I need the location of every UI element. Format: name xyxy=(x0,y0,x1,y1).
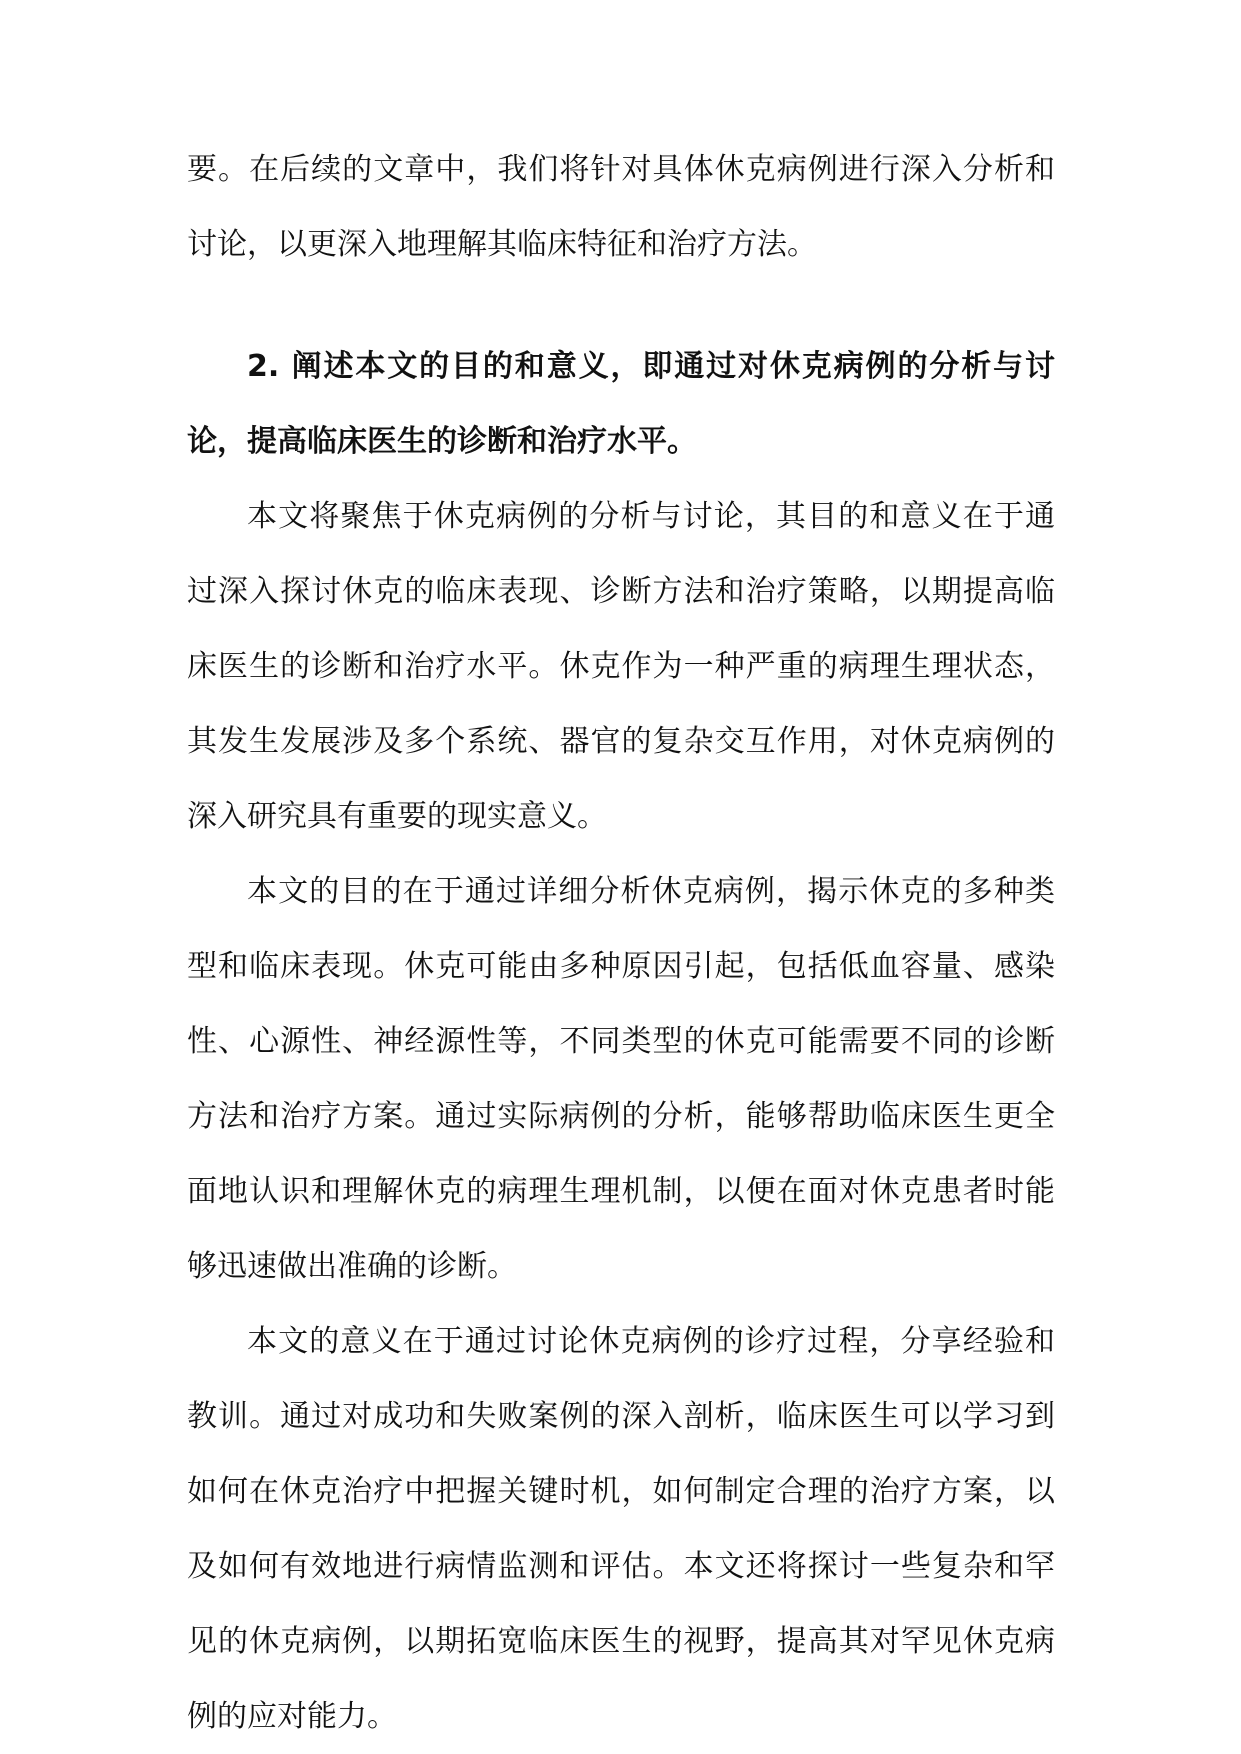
body-paragraph-1: 本文将聚焦于休克病例的分析与讨论，其目的和意义在于通过深入探讨休克的临床表现、诊断方法和治疗策略，以期提高临床医生的诊断和治疗水平。休克作为一种严重的病理生理状态，其发生发展涉及多个系统、器官的复杂交互作用，对休克病例的深入研究具有重要的现实意义。 xyxy=(187,499,1055,834)
continuation-paragraph: 要。在后续的文章中，我们将针对具体休克病例进行深入分析和讨论，以更深入地理解其临床特征和治疗方法。 xyxy=(187,152,1055,262)
section-heading: 2. 阐述本文的目的和意义，即通过对休克病例的分析与讨论，提高临床医生的诊断和治疗水平。 xyxy=(187,349,1055,459)
body-paragraph-2: 本文的目的在于通过详细分析休克病例，揭示休克的多种类型和临床表现。休克可能由多种原因引起，包括低血容量、感染性、心源性、神经源性等，不同类型的休克可能需要不同的诊断方法和治疗方案。通过实际病例的分析，能够帮助临床医生更全面地认识和理解休克的病理生理机制，以便在面对休克患者时能够迅速做出准确的诊断。 xyxy=(187,874,1055,1284)
body-paragraph-3: 本文的意义在于通过讨论休克病例的诊疗过程，分享经验和教训。通过对成功和失败案例的深入剖析，临床医生可以学习到如何在休克治疗中把握关键时机，如何制定合理的治疗方案，以及如何有效地进行病情监测和评估。本文还将探讨一些复杂和罕见的休克病例，以期拓宽临床医生的视野，提高其对罕见休克病例的应对能力。 xyxy=(187,1324,1055,1734)
text-column xyxy=(187,132,1055,1754)
